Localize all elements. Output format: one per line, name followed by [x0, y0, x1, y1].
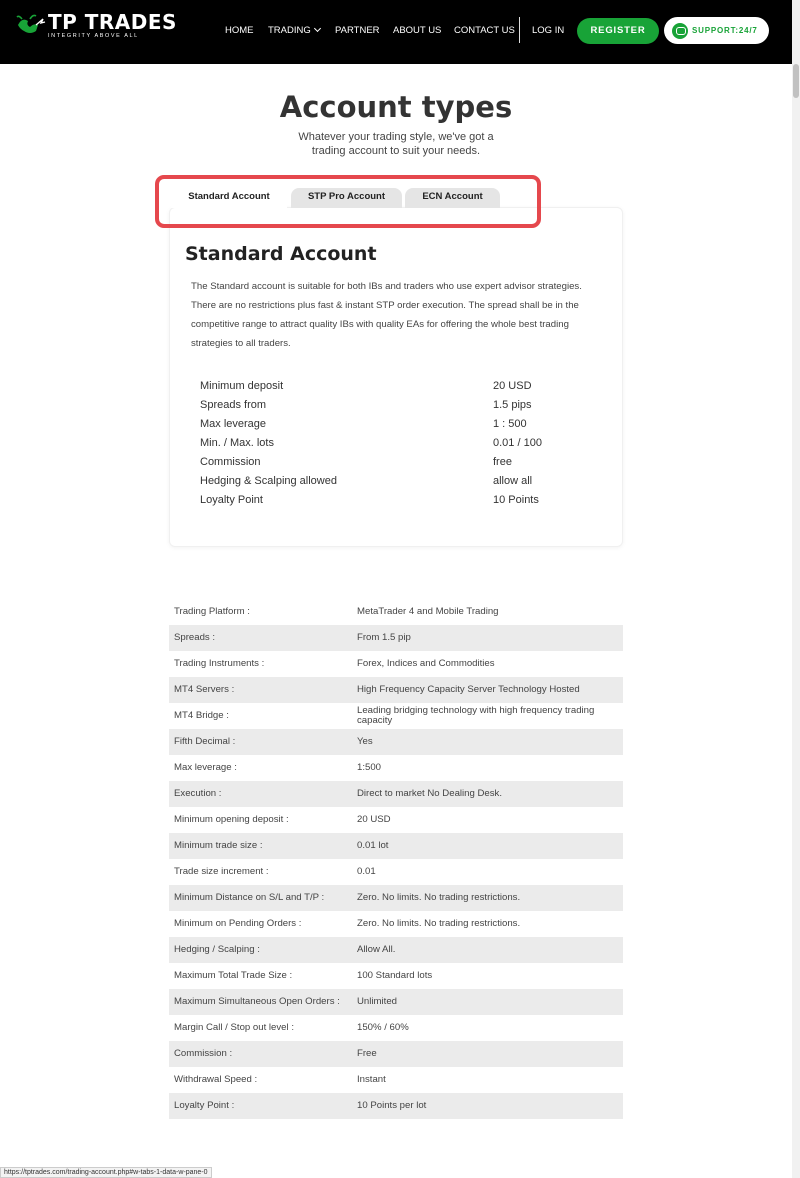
- spec-row: [200, 475, 580, 493]
- table-cell-label: MT4 Servers :: [174, 684, 235, 695]
- spec-row: [200, 456, 580, 474]
- table-row: [169, 1093, 623, 1119]
- tab-ecn-account[interactable]: ECN Account: [405, 188, 500, 208]
- table-cell-label: MT4 Bridge :: [174, 710, 229, 721]
- table-row: [169, 911, 623, 937]
- spec-value: 1 : 500: [493, 418, 527, 430]
- spec-value: allow all: [493, 475, 533, 487]
- table-cell-value: 20 USD: [357, 814, 391, 825]
- table-cell-value: Zero. No limits. No trading restrictions.: [357, 892, 521, 903]
- spec-value: 1.5 pips: [493, 399, 532, 411]
- table-cell-label: Maximum Total Trade Size :: [174, 970, 293, 981]
- table-cell-value: Free: [357, 1048, 377, 1059]
- table-cell-label: Minimum opening deposit :: [174, 814, 289, 825]
- table-row: [169, 677, 623, 703]
- table-cell-label: Spreads :: [174, 632, 216, 643]
- nav-partner[interactable]: PARTNER: [335, 25, 380, 36]
- table-row: [169, 651, 623, 677]
- table-cell-label: Trade size increment :: [174, 866, 269, 877]
- table-row: [169, 625, 623, 651]
- nav-divider: [519, 17, 520, 43]
- table-cell-value: 10 Points per lot: [357, 1100, 427, 1111]
- spec-row: [200, 380, 580, 398]
- site-header: [0, 0, 792, 64]
- table-row: [169, 729, 623, 755]
- table-row: [169, 885, 623, 911]
- spec-label: Min. / Max. lots: [200, 437, 274, 449]
- table-cell-value: Direct to market No Dealing Desk.: [357, 788, 503, 799]
- table-cell-value: 1:500: [357, 762, 382, 773]
- spec-label: Loyalty Point: [200, 494, 263, 506]
- table-cell-label: Max leverage :: [174, 762, 237, 773]
- spec-label: Spreads from: [200, 399, 267, 411]
- table-cell-value: 150% / 60%: [357, 1022, 409, 1033]
- scrollbar[interactable]: [792, 0, 800, 1178]
- table-row: [169, 833, 623, 859]
- register-button[interactable]: REGISTER: [577, 18, 659, 44]
- nav-trading-label: TRADING: [268, 25, 311, 36]
- logo-tagline: INTEGRITY ABOVE ALL: [48, 33, 139, 39]
- table-row: [169, 963, 623, 989]
- site-logo[interactable]: [16, 12, 177, 39]
- spec-value: free: [493, 456, 512, 468]
- table-row: [169, 937, 623, 963]
- tab-stp-pro-account[interactable]: STP Pro Account: [291, 188, 402, 208]
- nav-home[interactable]: HOME: [225, 25, 254, 36]
- tabs-highlight-box: [155, 175, 541, 228]
- bull-logo-icon: [16, 13, 46, 39]
- spec-value: 10 Points: [493, 494, 539, 506]
- table-cell-value: Zero. No limits. No trading restrictions.: [357, 918, 521, 929]
- spec-label: Hedging & Scalping allowed: [200, 475, 337, 487]
- table-row: [169, 703, 623, 729]
- table-row: [169, 1067, 623, 1093]
- table-cell-label: Commission :: [174, 1048, 233, 1059]
- nav-about[interactable]: ABOUT US: [393, 25, 442, 36]
- table-cell-value: 0.01: [357, 866, 376, 877]
- table-cell-label: Hedging / Scalping :: [174, 944, 260, 955]
- table-cell-label: Trading Platform :: [174, 606, 250, 617]
- spec-row: [200, 494, 580, 512]
- status-bar-url: https://tptrades.com/trading-account.php#w-tabs-1-data-w-pane-0: [0, 1167, 212, 1178]
- table-cell-value: Forex, Indices and Commodities: [357, 658, 495, 669]
- nav-contact[interactable]: CONTACT US: [454, 25, 515, 36]
- page-title: Account types: [279, 90, 513, 124]
- table-cell-value: 0.01 lot: [357, 840, 389, 851]
- table-cell-value: Leading bridging technology with high frequency trading capacity: [357, 705, 595, 726]
- table-cell-label: Execution :: [174, 788, 222, 799]
- support-label: SUPPORT:24/7: [692, 26, 758, 35]
- card-description: The Standard account is suitable for both IBs and traders who use expert advisor strategies. There are no restrictions plus fast & instant STP order execution. The spread shall be in the competitive range to attract quality IBs with quality EAs for offering the whole best trading strategies to all traders.: [191, 281, 582, 349]
- table-cell-value: 100 Standard lots: [357, 970, 433, 981]
- support-button[interactable]: [664, 17, 769, 44]
- spec-value: 0.01 / 100: [493, 437, 542, 449]
- table-row: [169, 989, 623, 1015]
- spec-label: Minimum deposit: [200, 380, 284, 392]
- table-cell-label: Fifth Decimal :: [174, 736, 236, 747]
- card-title: Standard Account: [185, 243, 377, 265]
- table-row: [169, 1015, 623, 1041]
- table-row: [169, 781, 623, 807]
- table-cell-label: Minimum Distance on S/L and T/P :: [174, 892, 325, 903]
- table-cell-label: Minimum trade size :: [174, 840, 263, 851]
- scrollbar-thumb[interactable]: [793, 64, 799, 98]
- chat-icon: [672, 23, 688, 39]
- page-subtitle: Whatever your trading style, we've got a trading account to suit your needs.: [298, 131, 494, 157]
- table-cell-value: Unlimited: [357, 996, 397, 1007]
- table-row: [169, 859, 623, 885]
- table-cell-label: Margin Call / Stop out level :: [174, 1022, 294, 1033]
- table-cell-value: Allow All.: [357, 944, 396, 955]
- table-cell-value: Instant: [357, 1074, 386, 1085]
- table-cell-value: From 1.5 pip: [357, 632, 411, 643]
- tab-standard-account[interactable]: Standard Account: [171, 188, 287, 208]
- table-cell-label: Minimum on Pending Orders :: [174, 918, 302, 929]
- table-cell-value: High Frequency Capacity Server Technology Hosted: [357, 684, 580, 695]
- table-cell-value: MetaTrader 4 and Mobile Trading: [357, 606, 499, 617]
- table-row: [169, 755, 623, 781]
- table-cell-label: Trading Instruments :: [174, 658, 265, 669]
- spec-label: Commission: [200, 456, 261, 468]
- logo-title: TP TRADES: [48, 10, 177, 34]
- table-row: [169, 1041, 623, 1067]
- chevron-down-icon: [314, 25, 321, 32]
- spec-row: [200, 399, 580, 417]
- spec-row: [200, 437, 580, 455]
- table-cell-label: Loyalty Point :: [174, 1100, 235, 1111]
- login-link[interactable]: LOG IN: [532, 25, 565, 36]
- spec-value: 20 USD: [493, 380, 532, 392]
- table-cell-label: Maximum Simultaneous Open Orders :: [174, 996, 340, 1007]
- table-row: [169, 807, 623, 833]
- spec-row: [200, 418, 580, 436]
- nav-trading[interactable]: [268, 25, 320, 36]
- table-row: [169, 599, 623, 625]
- spec-label: Max leverage: [200, 418, 267, 430]
- table-cell-value: Yes: [357, 736, 373, 747]
- table-cell-label: Withdrawal Speed :: [174, 1074, 258, 1085]
